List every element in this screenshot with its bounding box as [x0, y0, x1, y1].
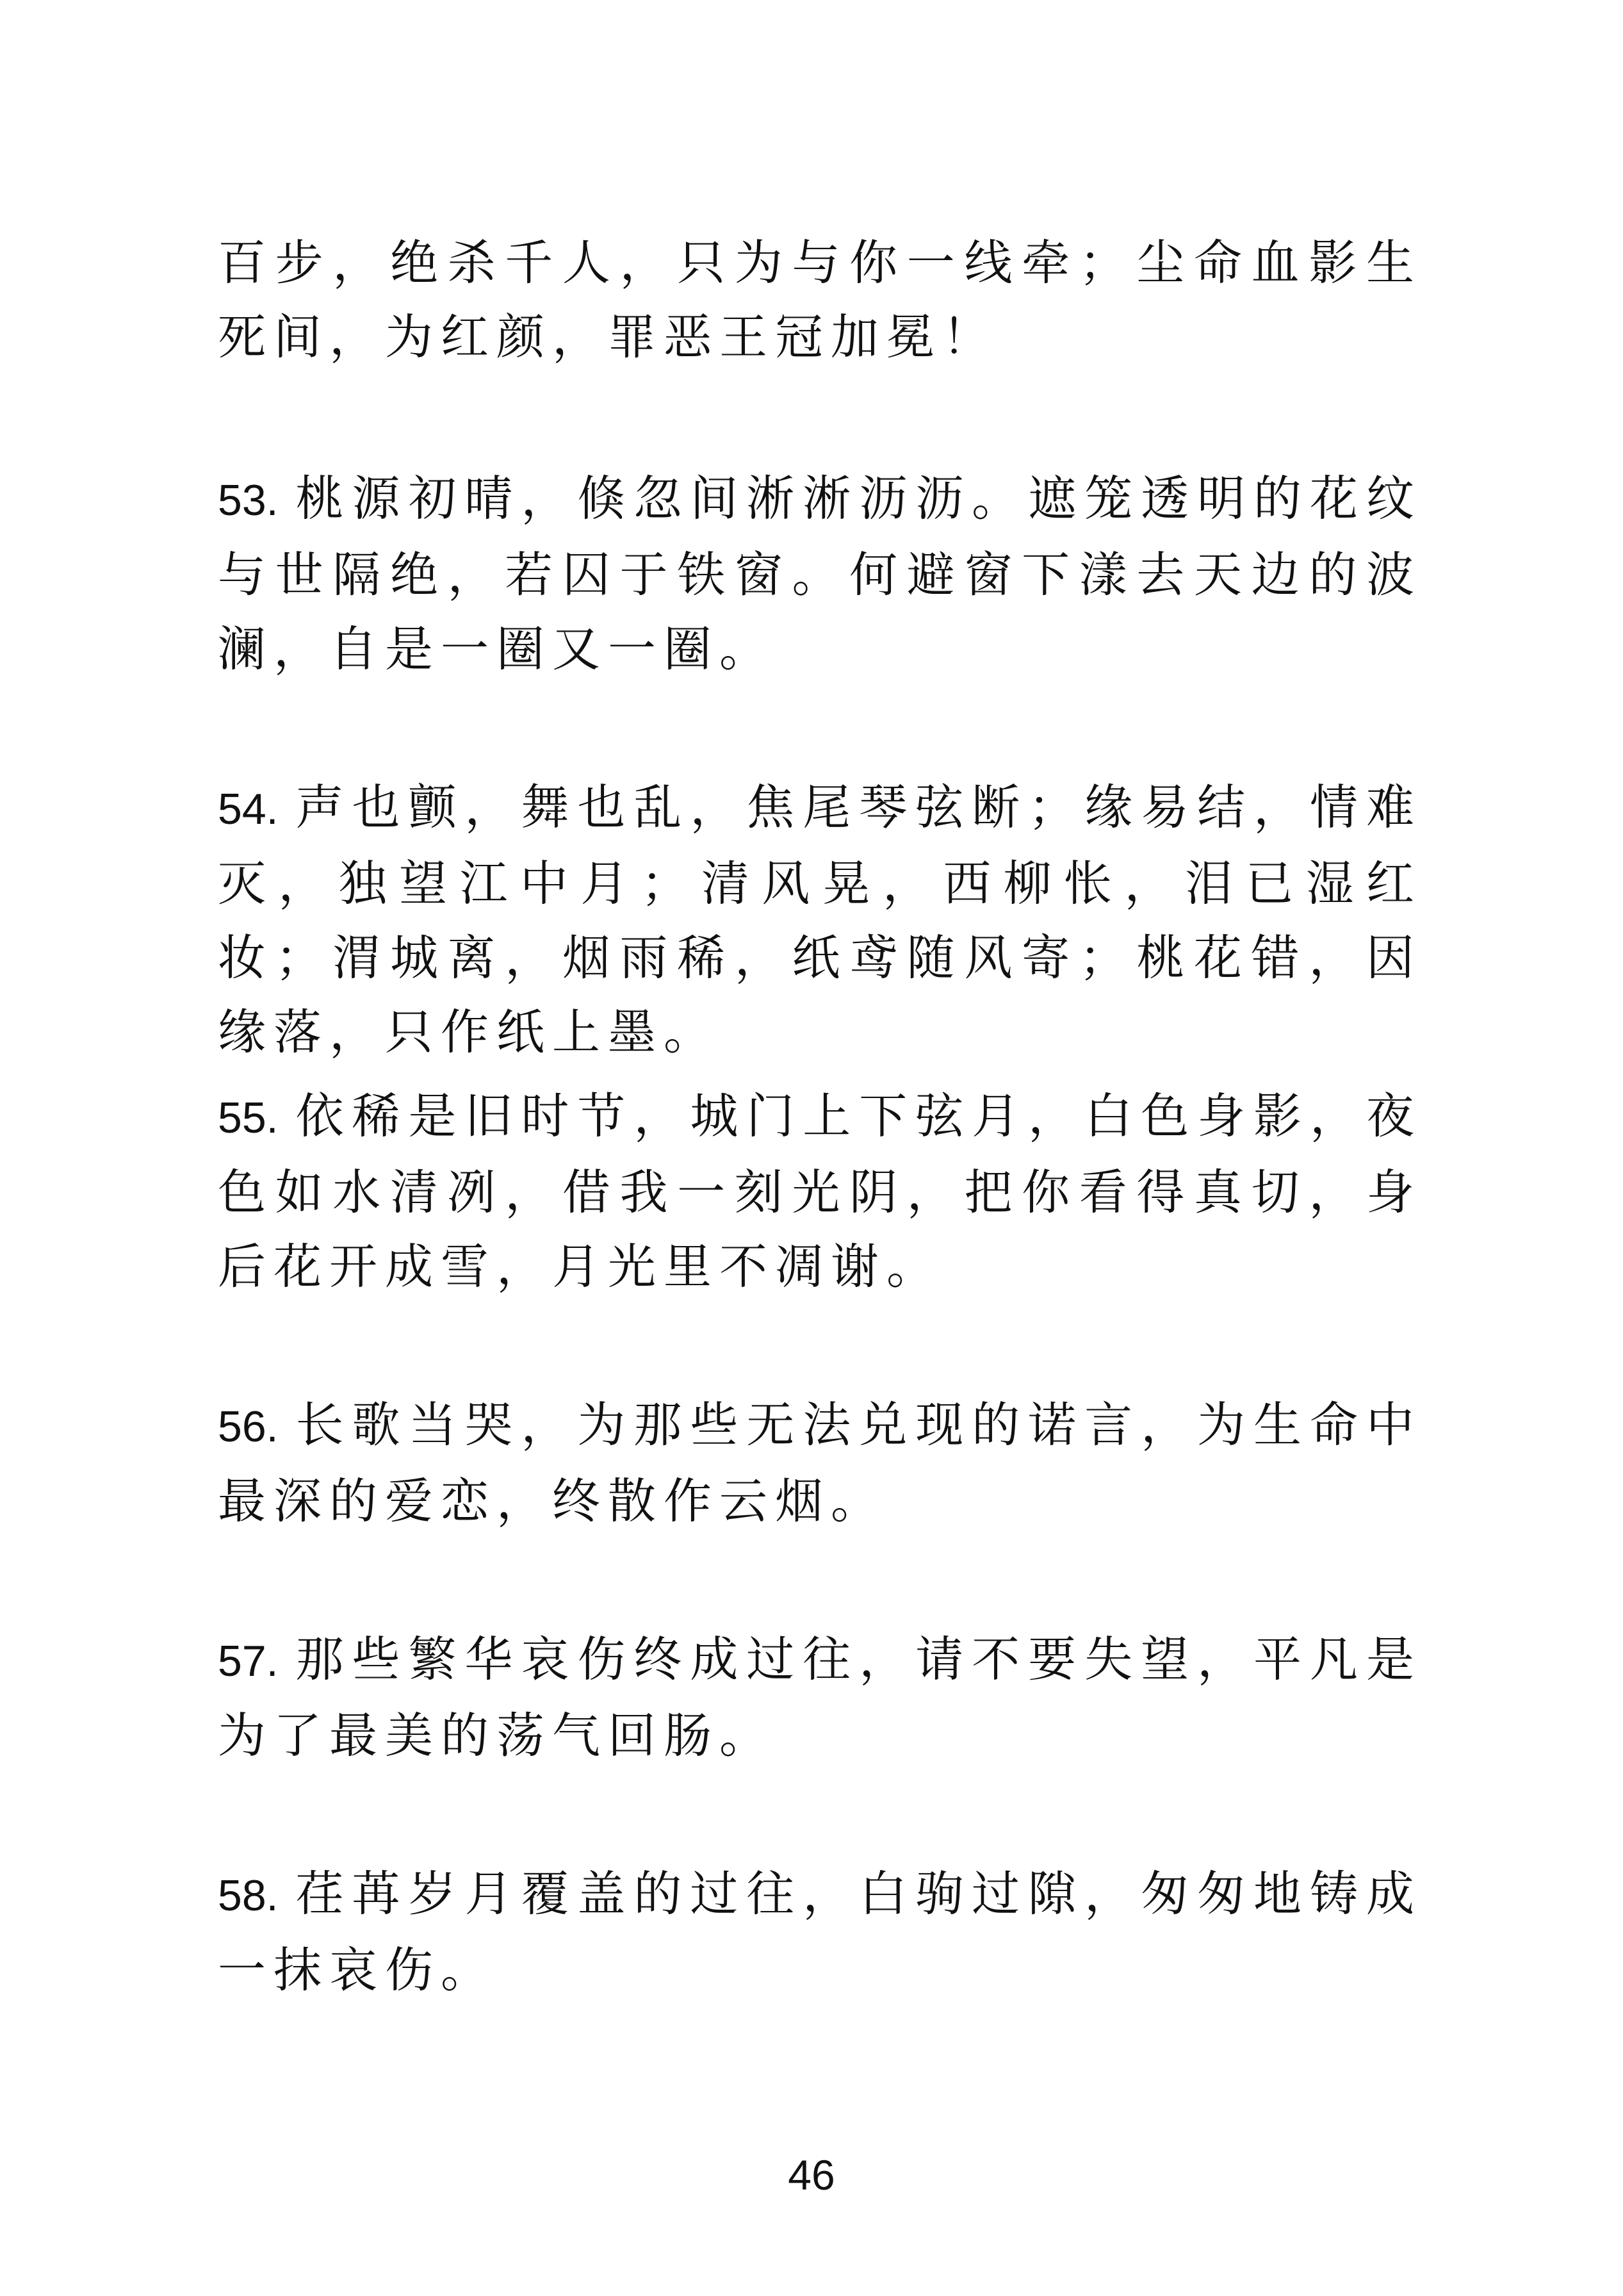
paragraph-continued: [218, 226, 1422, 374]
paragraph-57: [218, 1622, 1422, 1773]
paragraph-text: 那些繁华哀伤终成过往，请不要失望，平凡是为了最美的荡气回肠。: [218, 1631, 1422, 1764]
paragraph-58: [218, 1857, 1422, 2007]
paragraph-number: 53.: [218, 476, 279, 525]
paragraph-text: 百步，绝杀千人，只为与你一线牵；尘命血影生死间，为红颜，罪恶王冠加冕！: [218, 234, 1422, 365]
paragraph-55: [218, 1079, 1422, 1304]
page-number: 46: [788, 2151, 835, 2199]
paragraph-number: 56.: [218, 1402, 279, 1451]
paragraph-56: [218, 1388, 1422, 1538]
paragraph-text: 长歌当哭，为那些无法兑现的诺言，为生命中最深的爱恋，终散作云烟。: [218, 1397, 1422, 1529]
paragraph-text: 声也颤，舞也乱，焦尾琴弦断；缘易结，情难灭，独望江中月；清风晃，西柳怅，泪已湿红妆；渭城离，烟雨稀，纸鸢随风寄；桃花错，因缘落，只作纸上墨。: [218, 779, 1422, 1060]
paragraph-number: 57.: [218, 1637, 279, 1685]
paragraph-54: [218, 770, 1422, 1069]
paragraph-text: 依稀是旧时节，城门上下弦月，白色身影，夜色如水清冽，借我一刻光阴，把你看得真切，身后花开成雪，月光里不凋谢。: [218, 1088, 1422, 1295]
paragraph-number: 55.: [218, 1094, 279, 1142]
paragraph-number: 58.: [218, 1871, 279, 1920]
paragraph-text: 桃源初晴，倏忽间淅淅沥沥。遮笼透明的花纹与世隔绝，若囚于铁窗。何避窗下漾去天边的波澜，自是一圈又一圈。: [218, 470, 1422, 677]
paragraph-number: 54.: [218, 785, 279, 833]
paragraph-text: 荏苒岁月覆盖的过往，白驹过隙，匆匆地铸成一抹哀伤。: [218, 1866, 1422, 1998]
paragraph-53: [218, 461, 1422, 686]
